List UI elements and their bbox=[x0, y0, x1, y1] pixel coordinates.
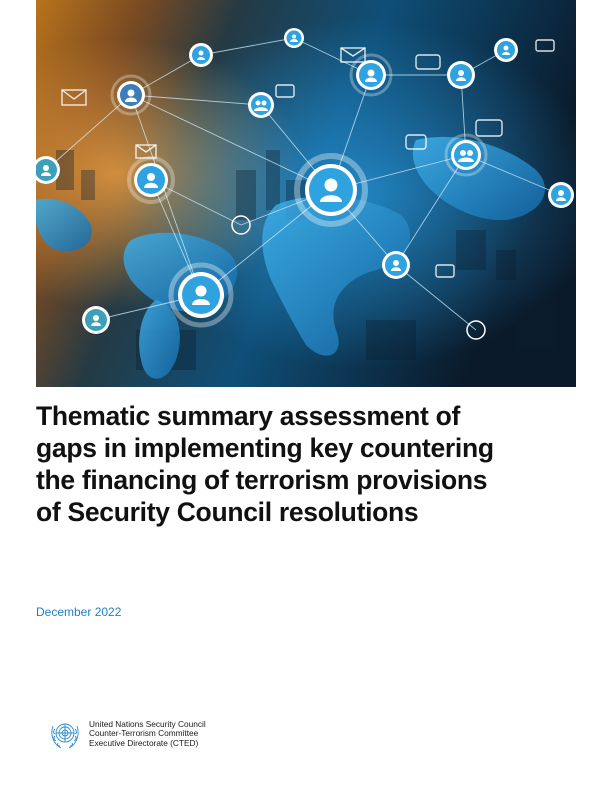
publication-date: December 2022 bbox=[36, 605, 122, 619]
organization-name bbox=[89, 720, 206, 749]
cover-image bbox=[36, 0, 576, 387]
publisher-footer bbox=[47, 716, 206, 752]
network-map-image bbox=[36, 0, 576, 387]
org-line-3: Executive Directorate (CTED) bbox=[89, 737, 199, 748]
document-title: Thematic summary assessment of gaps in implementing key countering the financing of terrorism provisions of Security Council resolutions bbox=[36, 401, 494, 527]
org-line-1: United Nations Security Council bbox=[89, 718, 206, 729]
org-line-2: Counter-Terrorism Committee bbox=[89, 728, 199, 739]
un-emblem-icon bbox=[47, 716, 83, 752]
